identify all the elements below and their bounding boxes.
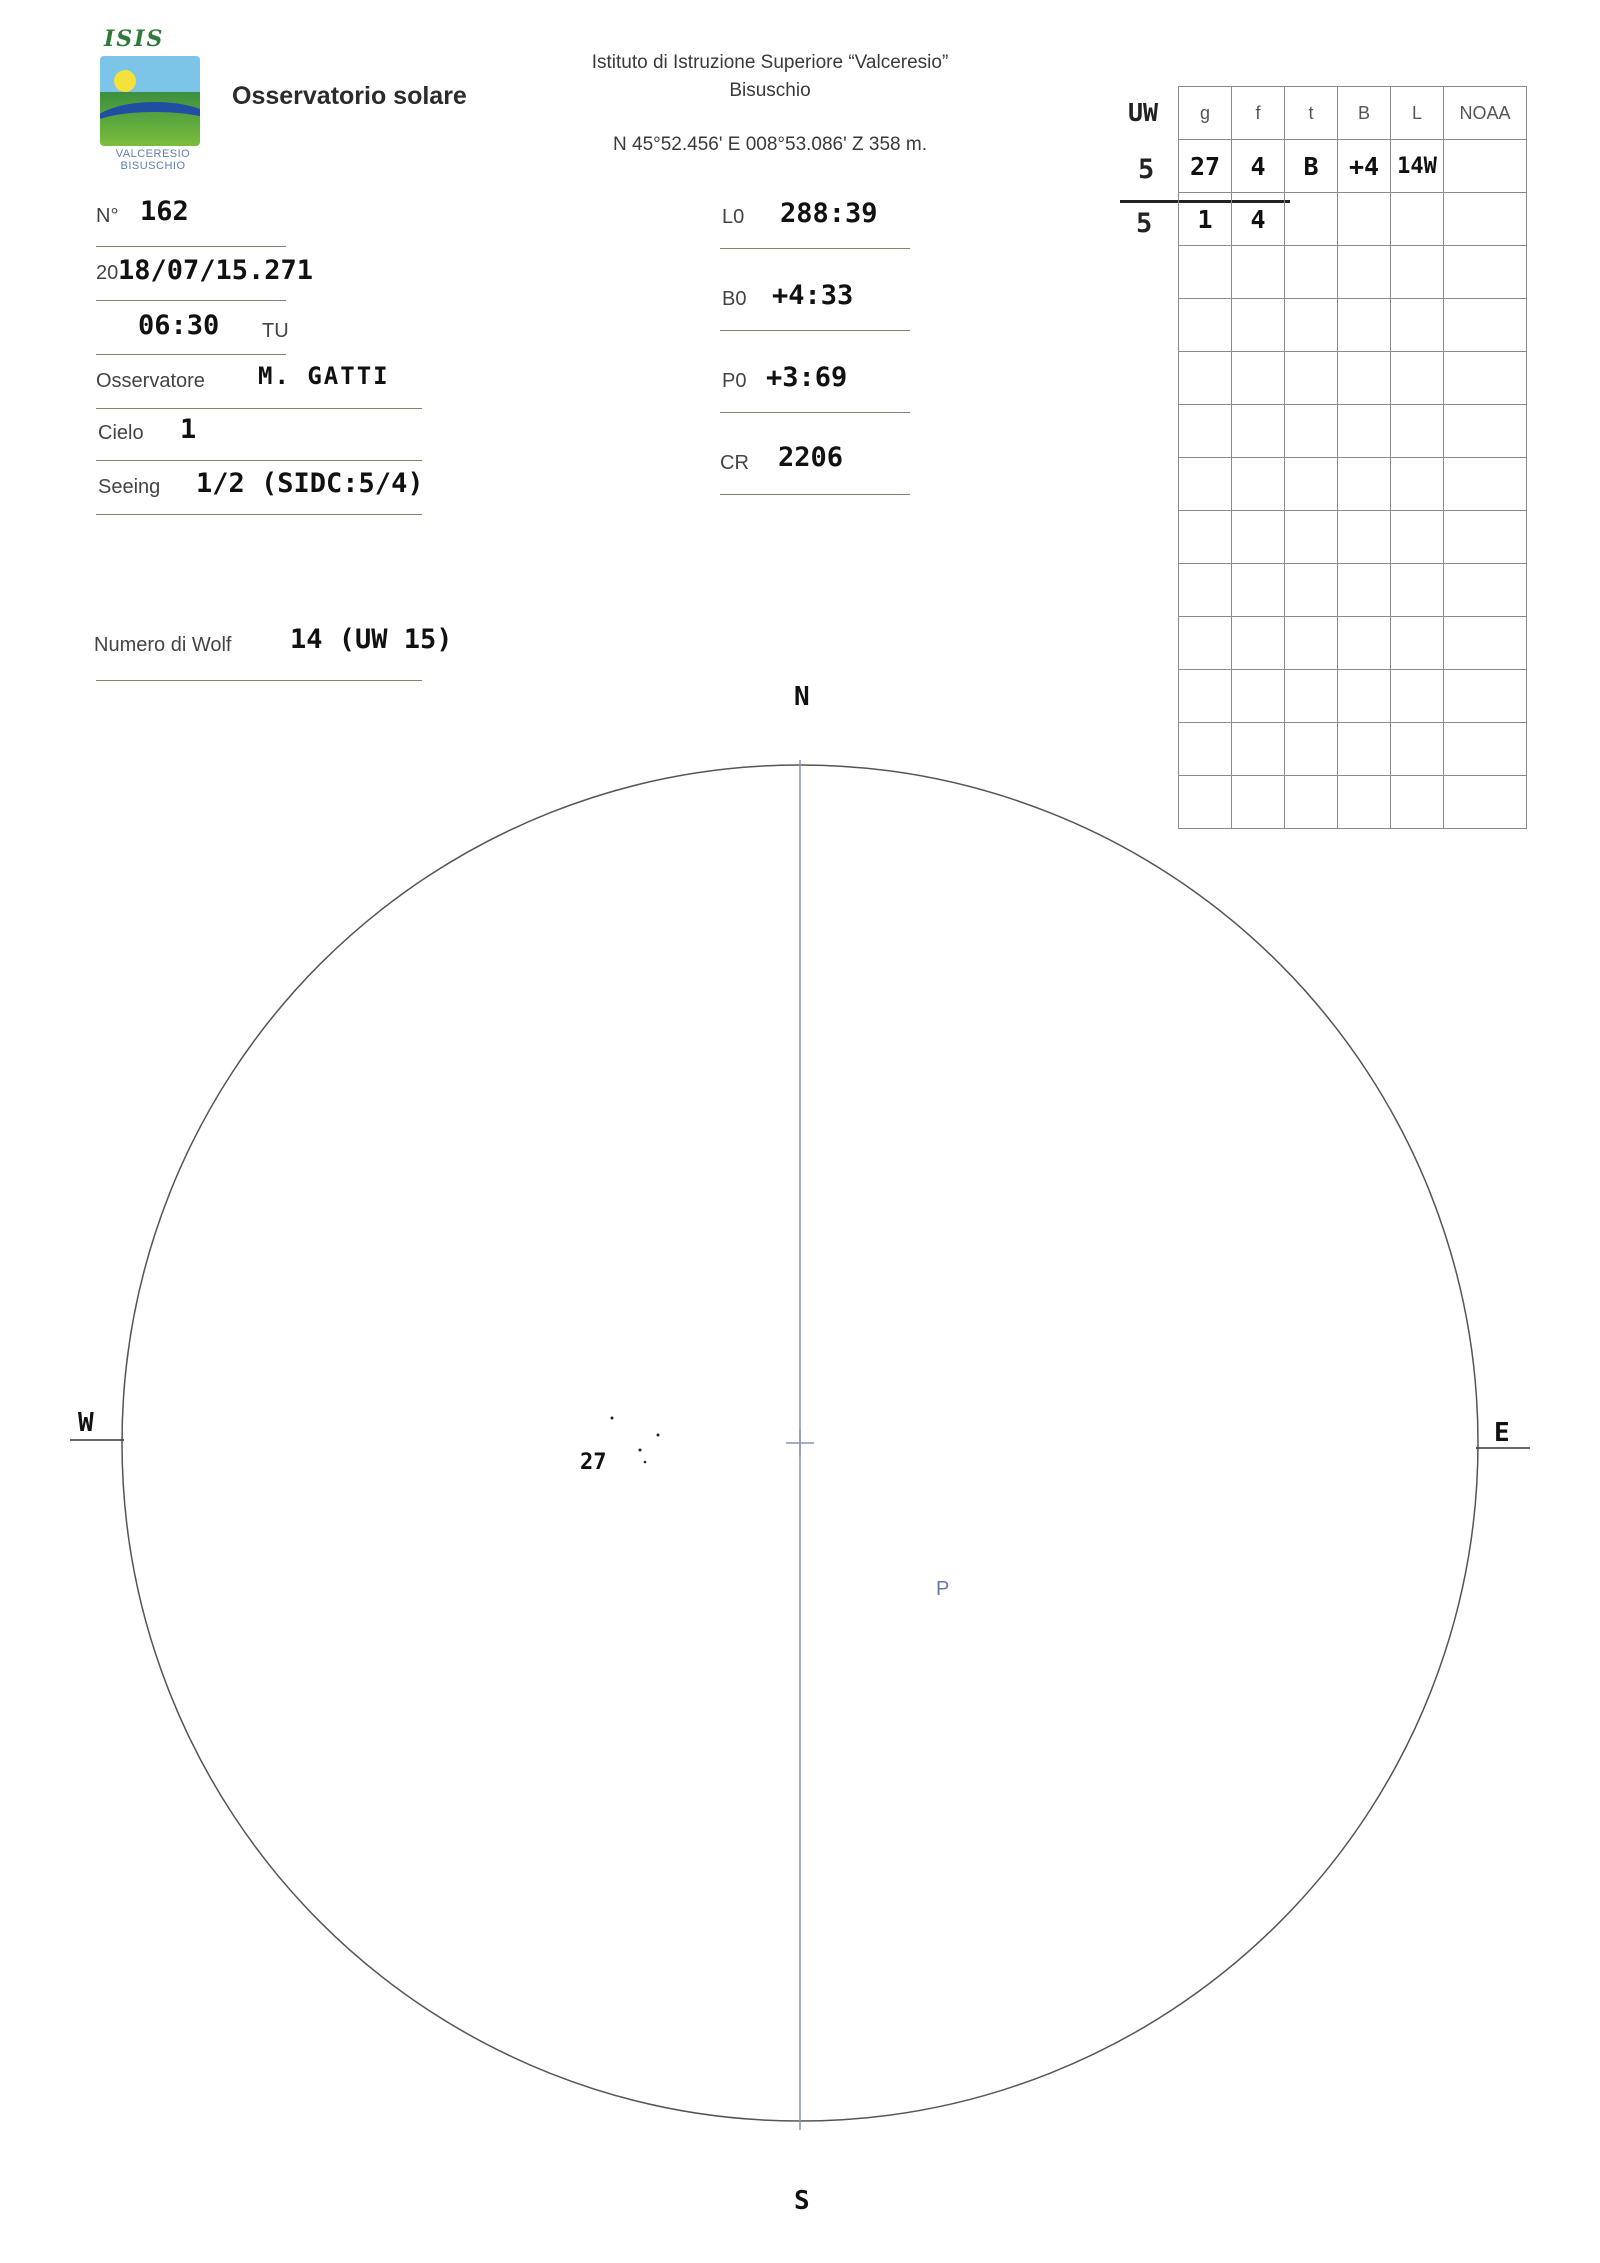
sky-value: 1 bbox=[180, 414, 197, 445]
cell-g: 1 bbox=[1179, 193, 1232, 246]
cell-f: 4 bbox=[1232, 193, 1285, 246]
seeing-label: Seeing bbox=[98, 476, 161, 498]
north-label: N bbox=[794, 682, 810, 712]
record-number: 162 bbox=[140, 196, 189, 227]
group-label: 27 bbox=[580, 1450, 607, 1475]
south-label: S bbox=[794, 2186, 810, 2216]
cell-t: B bbox=[1285, 140, 1338, 193]
header-t: t bbox=[1285, 87, 1338, 140]
l0-label: L0 bbox=[722, 206, 745, 228]
cell-f: 4 bbox=[1232, 140, 1285, 193]
observation-date: 18/07/15.271 bbox=[118, 255, 314, 286]
cell-l: 14W bbox=[1391, 140, 1444, 193]
page-title: Osservatorio solare bbox=[232, 82, 467, 110]
institute-name: Istituto di Istruzione Superiore “Valceresio” bbox=[591, 52, 949, 73]
observer-name: M. GATTI bbox=[258, 362, 390, 390]
cell-g: 27 bbox=[1179, 140, 1232, 193]
logo-lettering: ISIS bbox=[104, 26, 165, 52]
east-label: E bbox=[1494, 1418, 1510, 1448]
header-l: L bbox=[1391, 87, 1444, 140]
west-label: W bbox=[78, 1408, 94, 1438]
wolf-number: 14 (UW 15) bbox=[290, 624, 453, 655]
seeing-value: 1/2 (SIDC:5/4) bbox=[196, 468, 424, 499]
header-g: g bbox=[1179, 87, 1232, 140]
wolf-label: Numero di Wolf bbox=[94, 634, 232, 656]
b0-value: +4:33 bbox=[772, 280, 854, 311]
time-unit: TU bbox=[262, 320, 289, 342]
uw-row1: 5 bbox=[1138, 154, 1155, 185]
logo-caption-line1: VALCERESIO bbox=[115, 148, 191, 160]
sunspot bbox=[611, 1417, 614, 1420]
observatory-coordinates: N 45°52.456' E 008°53.086' Z 358 m. bbox=[613, 134, 927, 155]
number-label: N° bbox=[96, 205, 119, 227]
observer-label: Osservatore bbox=[96, 370, 205, 392]
sky-label: Cielo bbox=[98, 422, 144, 444]
uw-label: UW bbox=[1128, 98, 1159, 127]
l0-value: 288:39 bbox=[780, 198, 878, 229]
uw-row2: 5 bbox=[1136, 208, 1153, 239]
p0-label: P0 bbox=[722, 370, 747, 392]
sunspot bbox=[639, 1449, 642, 1452]
cr-label: CR bbox=[720, 452, 749, 474]
cr-value: 2206 bbox=[778, 442, 844, 473]
sunspot bbox=[644, 1461, 647, 1464]
pole-label: P bbox=[936, 1578, 950, 1600]
header-f: f bbox=[1232, 87, 1285, 140]
sunspot bbox=[657, 1434, 660, 1437]
header-b: B bbox=[1338, 87, 1391, 140]
header-noaa: NOAA bbox=[1444, 87, 1527, 140]
b0-label: B0 bbox=[722, 288, 747, 310]
p0-value: +3:69 bbox=[766, 362, 848, 393]
observation-time: 06:30 bbox=[138, 310, 220, 341]
date-prefix: 20 bbox=[96, 262, 119, 284]
logo-caption-line2: BISUSCHIO bbox=[120, 160, 186, 172]
cell-b: +4 bbox=[1338, 140, 1391, 193]
institute-town: Bisuschio bbox=[729, 80, 811, 101]
